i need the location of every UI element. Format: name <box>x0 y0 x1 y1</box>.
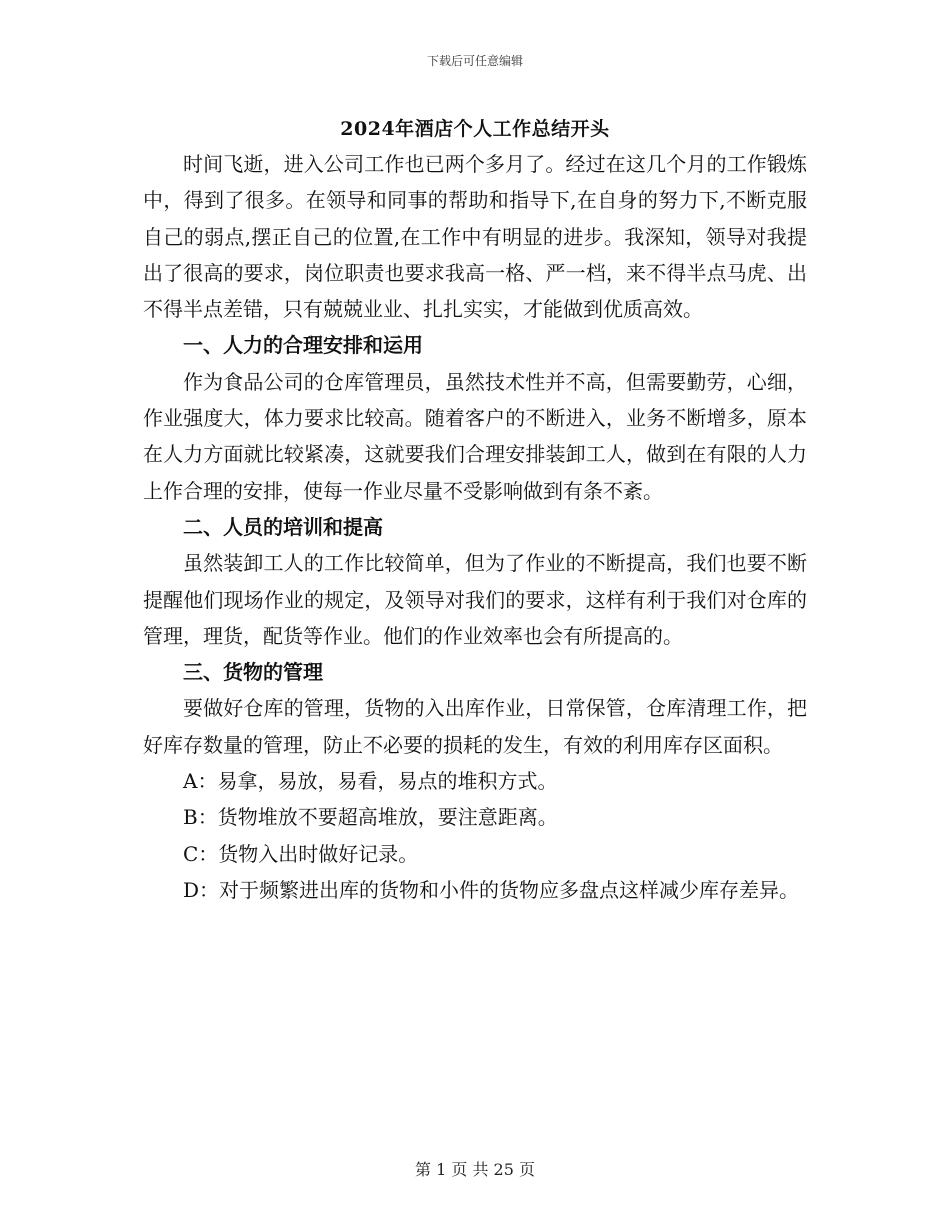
page-header-note: 下载后可任意编辑 <box>426 54 523 68</box>
section-heading-3: 三、货物的管理 <box>183 660 323 685</box>
list-item-b: B：货物堆放不要超高堆放，要注意距离。 <box>183 805 558 830</box>
page-number: 第 1 页 共 25 页 <box>415 1160 535 1179</box>
section-body-1: 作为食品公司的仓库管理员，虽然技术性并不高，但需要勤劳，心细，作业强度大，体力要求比较高。随着客户的不断进入，业务不断增多，原本在人力方面就比较紧凑，这就要我们合理安排装卸工人，做到在有限的人力上作合理的安排，使每一作业尽量不受影响做到有条不紊。 <box>143 369 807 503</box>
section-body-2: 虽然装卸工人的工作比较简单，但为了作业的不断提高，我们也要不断提醒他们现场作业的规定，及领导对我们的要求，这样有利于我们对仓库的管理，理货，配货等作业。他们的作业效率也会有所提高的。 <box>143 551 807 648</box>
intro-paragraph: 时间飞逝，进入公司工作也已两个多月了。经过在这几个月的工作锻炼中，得到了很多。在领导和同事的帮助和指导下,在自身的努力下,不断克服自己的弱点,摆正自己的位置,在工作中有明显的进步。我深知，领导对我提出了很高的要求，岗位职责也要求我高一格、严一档，来不得半点马虎、出不得半点差错，只有兢兢业业、扎扎实实，才能做到优质高效。 <box>143 152 807 322</box>
section-body-3: 要做好仓库的管理，货物的入出库作业，日常保管，仓库清理工作，把好库存数量的管理，防止不必要的损耗的发生，有效的利用库存区面积。 <box>143 696 807 757</box>
list-item-d: D：对于频繁进出库的货物和小件的货物应多盘点这样减少库存差异。 <box>183 877 800 902</box>
section-heading-1: 一、人力的合理安排和运用 <box>183 333 423 358</box>
list-item-c: C：货物入出时做好记录。 <box>183 841 419 866</box>
list-item-a: A：易拿，易放，易看，易点的堆积方式。 <box>183 769 558 794</box>
document-title: 2024年酒店个人工作总结开头 <box>340 118 610 140</box>
section-heading-2: 二、人员的培训和提高 <box>183 514 383 539</box>
document-body <box>143 146 807 908</box>
